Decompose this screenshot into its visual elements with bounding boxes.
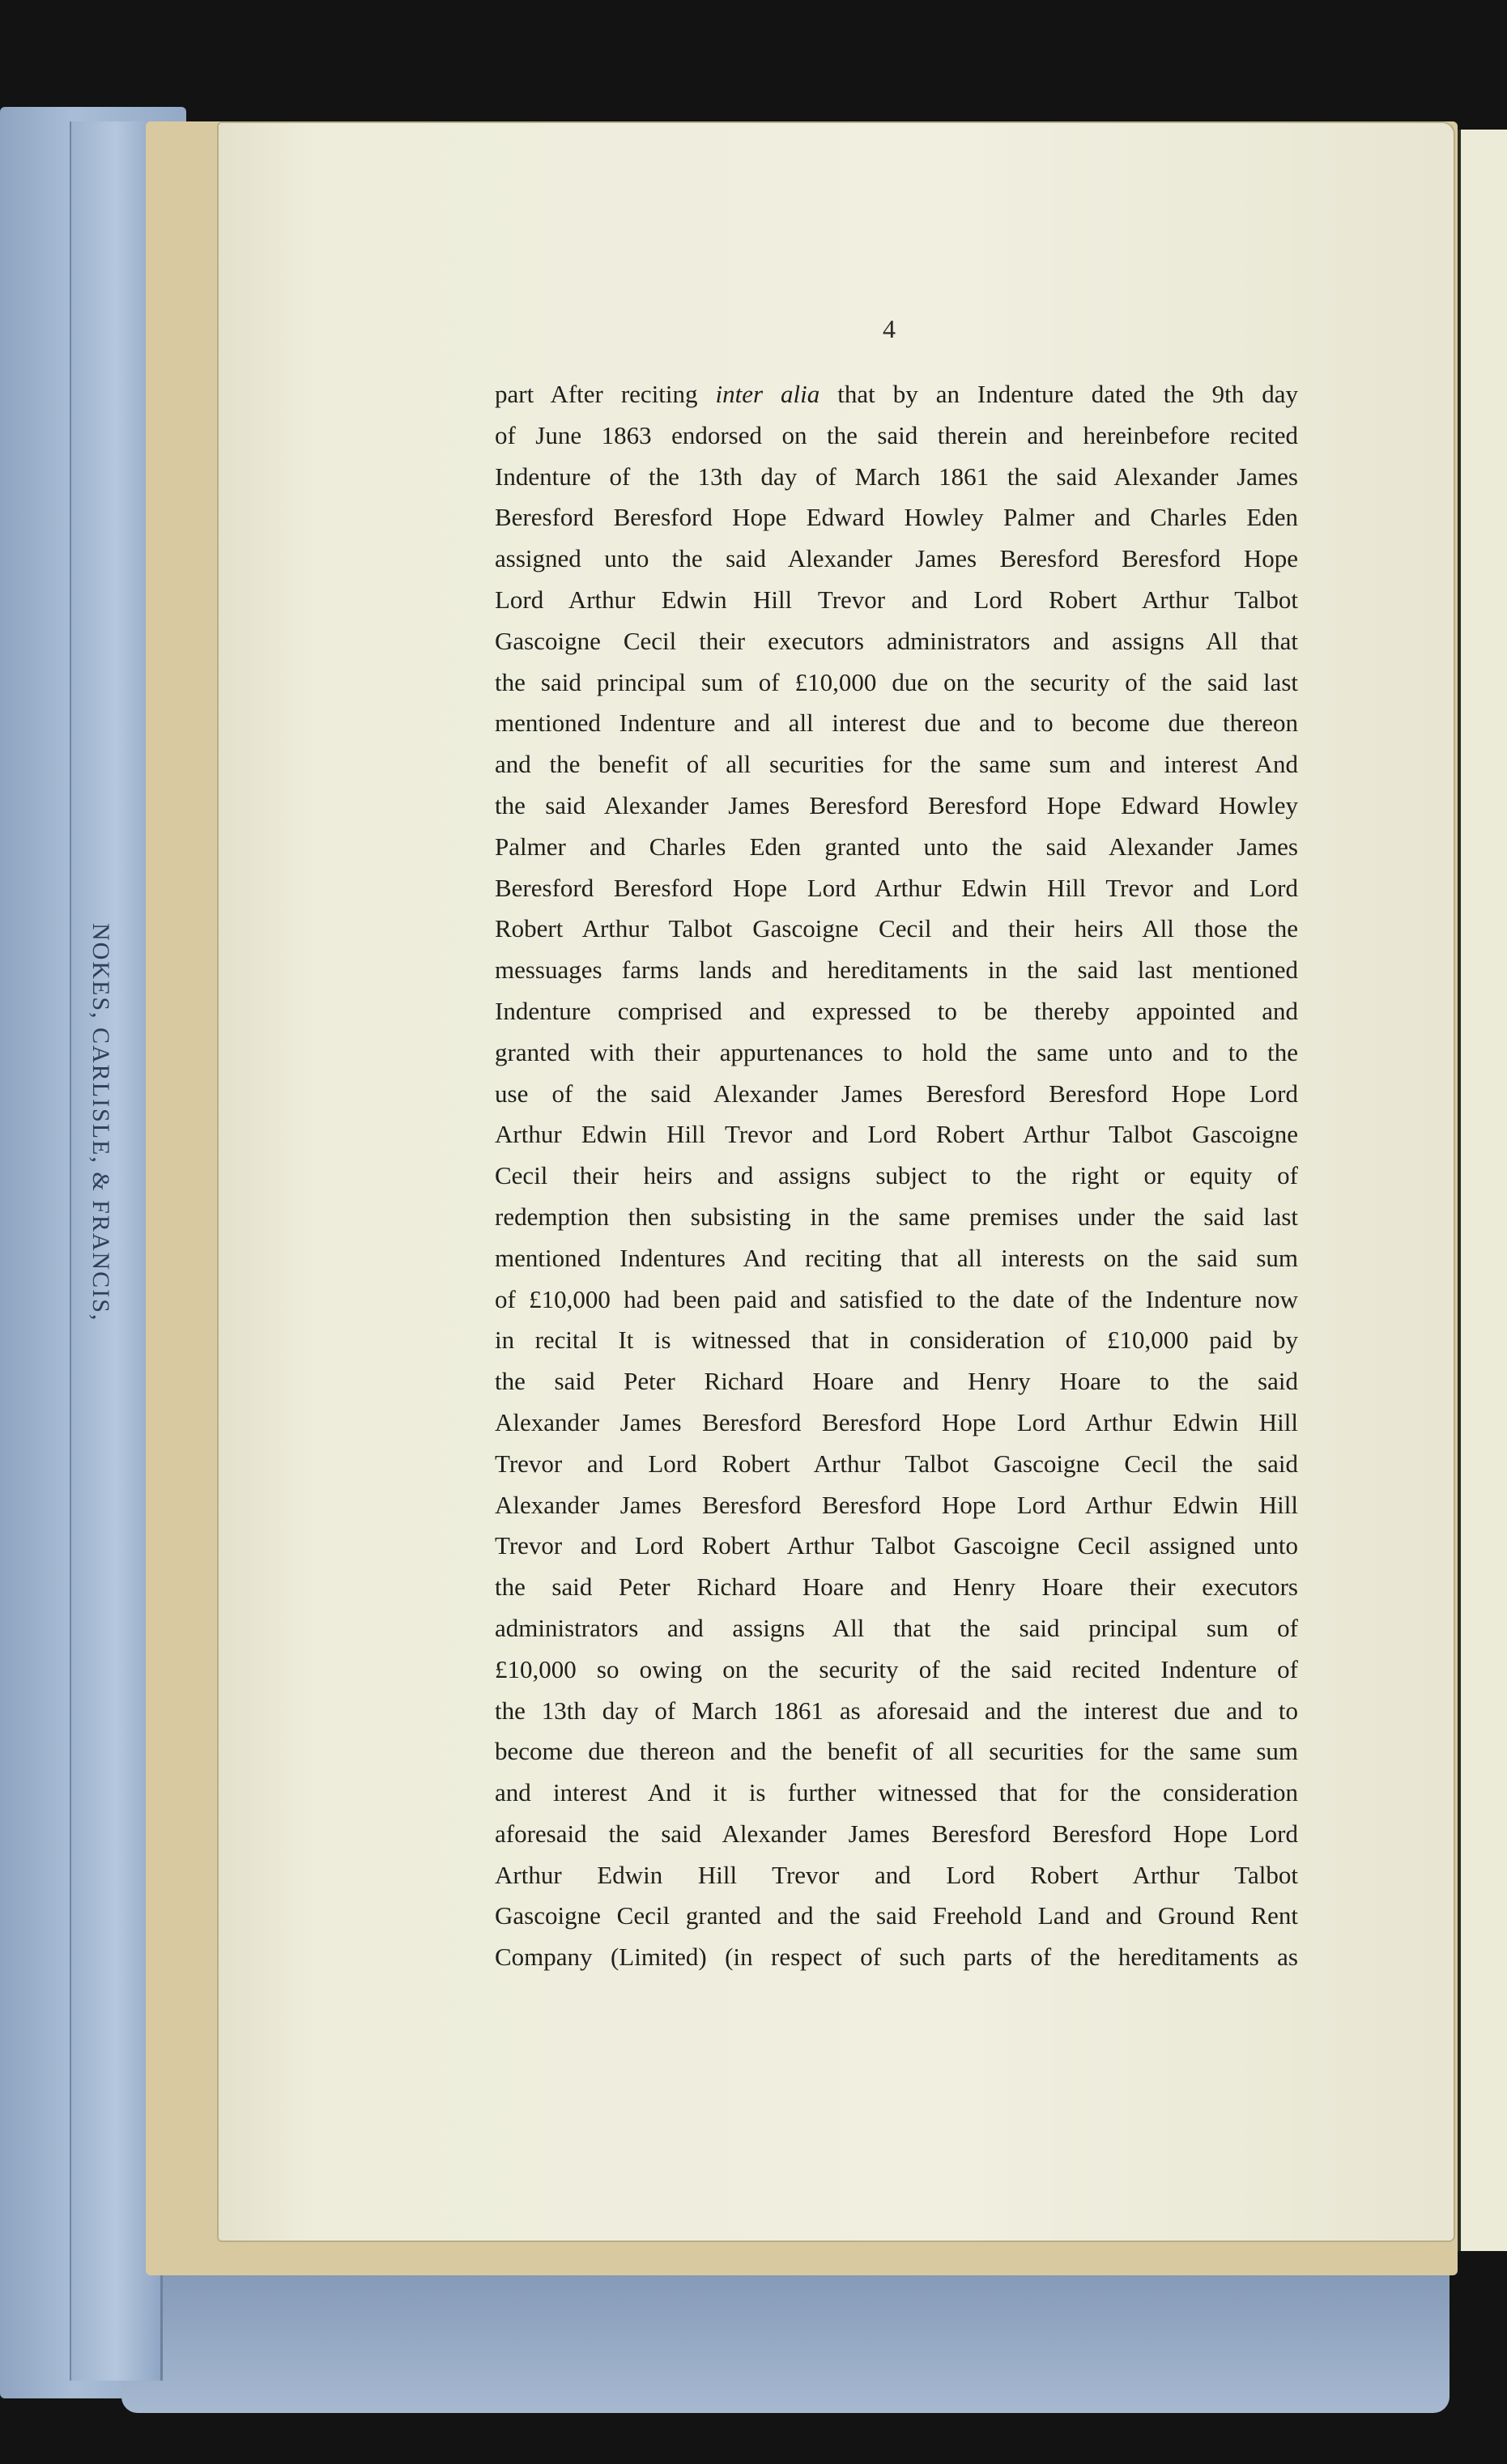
- facing-page-edge: [1458, 130, 1507, 2251]
- spine-publisher-text: NOKES, CARLISLE, & FRANCIS,: [87, 923, 114, 1322]
- text-line: of June 1863 endorsed on the said therein and hereinbefore recited: [495, 420, 1298, 449]
- text-line: Robert Arthur Talbot Gascoigne Cecil and their heirs All those the: [495, 914, 1298, 943]
- italic-phrase: inter alia: [715, 380, 820, 408]
- text-line: Alexander James Beresford Beresford Hope Lord Arthur Edwin Hill: [495, 1407, 1298, 1436]
- text-line: Cecil their heirs and assigns subject to the right or equity of: [495, 1161, 1298, 1190]
- text-line: of £10,000 had been paid and satisfied to the date of the Indenture now: [495, 1284, 1298, 1313]
- text-line: Beresford Beresford Hope Edward Howley Palmer and Charles Eden: [495, 503, 1298, 532]
- text-line: Beresford Beresford Hope Lord Arthur Edwin Hill Trevor and Lord: [495, 873, 1298, 902]
- text-line: Gascoigne Cecil granted and the said Freehold Land and Ground Rent: [495, 1901, 1298, 1930]
- text-line: mentioned Indenture and all interest due and to become due thereon: [495, 709, 1298, 738]
- text-line: the 13th day of March 1861 as aforesaid and the interest due and to: [495, 1696, 1298, 1725]
- text-line: and the benefit of all securities for the same sum and interest And: [495, 750, 1298, 779]
- body-text: [495, 374, 1298, 1978]
- text-line: the said principal sum of £10,000 due on the security of the said last: [495, 667, 1298, 696]
- text-line: and interest And it is further witnessed that for the consideration: [495, 1778, 1298, 1807]
- text-line: aforesaid the said Alexander James Beresford Beresford Hope Lord: [495, 1819, 1298, 1848]
- text-line: messuages farms lands and hereditaments in the said last mentioned: [495, 955, 1298, 985]
- page-number: 4: [883, 314, 896, 343]
- text-line: part After reciting inter alia that by an Indenture dated the 9th day: [495, 380, 1299, 408]
- text-line: use of the said Alexander James Beresford Beresford Hope Lord: [495, 1079, 1298, 1108]
- text-line: Lord Arthur Edwin Hill Trevor and Lord Robert Arthur Talbot: [495, 585, 1298, 614]
- text-line: Trevor and Lord Robert Arthur Talbot Gascoigne Cecil assigned unto: [495, 1531, 1298, 1560]
- text-line: Alexander James Beresford Beresford Hope Lord Arthur Edwin Hill: [495, 1490, 1298, 1519]
- text-line: Palmer and Charles Eden granted unto the said Alexander James: [495, 832, 1298, 861]
- text-line: assigned unto the said Alexander James Beresford Beresford Hope: [495, 544, 1298, 573]
- text-line: Gascoigne Cecil their executors administrators and assigns All that: [495, 626, 1298, 655]
- text-line: Arthur Edwin Hill Trevor and Lord Robert Arthur Talbot: [495, 1860, 1298, 1889]
- book-cover-bottom: [121, 2251, 1450, 2413]
- text-line: Arthur Edwin Hill Trevor and Lord Robert Arthur Talbot Gascoigne: [495, 1120, 1298, 1149]
- text-line: granted with their appurtenances to hold the same unto and to the: [495, 1037, 1298, 1066]
- text-line: Trevor and Lord Robert Arthur Talbot Gascoigne Cecil the said: [495, 1449, 1298, 1478]
- text-line: £10,000 so owing on the security of the said recited Indenture of: [495, 1654, 1298, 1683]
- text-line: administrators and assigns All that the said principal sum of: [495, 1613, 1298, 1642]
- text-line: redemption then subsisting in the same premises under the said last: [495, 1202, 1298, 1231]
- text-line: the said Alexander James Beresford Beresford Hope Edward Howley: [495, 790, 1298, 819]
- text-line: the said Peter Richard Hoare and Henry Hoare their executors: [495, 1572, 1298, 1602]
- text-line: mentioned Indentures And reciting that all interests on the said sum: [495, 1243, 1298, 1272]
- text-line: Indenture comprised and expressed to be thereby appointed and: [495, 996, 1298, 1025]
- text-line: become due thereon and the benefit of all securities for the same sum: [495, 1737, 1298, 1766]
- text-line: in recital It is witnessed that in consideration of £10,000 paid by: [495, 1326, 1298, 1355]
- text-line: Indenture of the 13th day of March 1861 the said Alexander James: [495, 462, 1298, 491]
- text-line: the said Peter Richard Hoare and Henry Hoare to the said: [495, 1367, 1298, 1396]
- text-line: Company (Limited) (in respect of such parts of the hereditaments as: [495, 1943, 1298, 1972]
